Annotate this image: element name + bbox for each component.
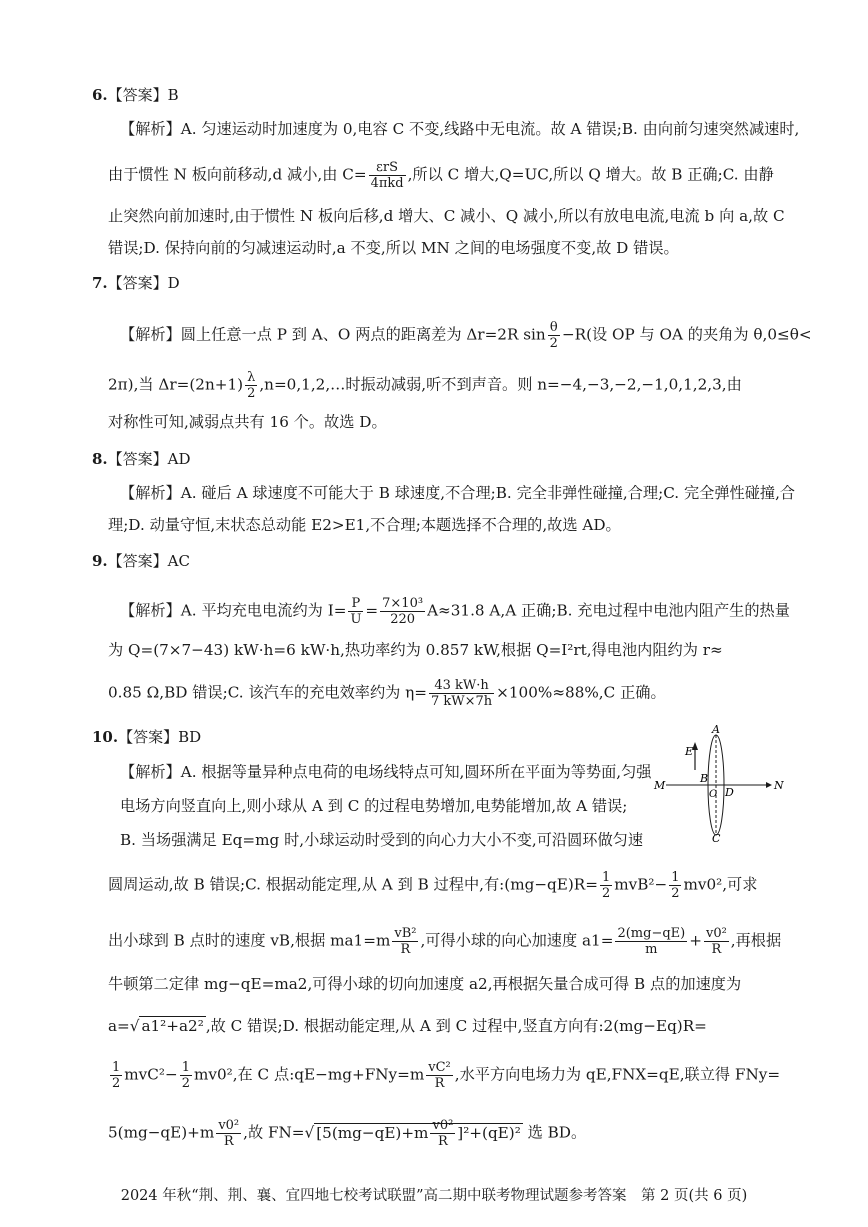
- q7-line-2: 2π),当 Δr=(2n+1) $\frac{\lambda}{2}$ ,n=0,1,2,…时振动减弱,听不到声音。则 n=−4,−3,−2,−1,0,1,2,3,由: [108, 370, 742, 401]
- q7-fraction-theta: $\frac{\theta}{2}$: [549, 320, 558, 351]
- q7-line-3: 对称性可知,减弱点共有 16 个。故选 D。: [108, 413, 387, 431]
- q9-line-3: 0.85 Ω,BD 错误;C. 该汽车的充电效率约为 η= $\frac{43 kW\cdot h}{7 kW\times 7h}$ ×100%≈88%,C 正确。: [108, 678, 666, 709]
- q7-number: 7.: [92, 274, 108, 292]
- label-o: O: [709, 789, 718, 800]
- q10-header: [92, 726, 201, 748]
- q9-header: [92, 550, 190, 572]
- label-b: B: [700, 772, 709, 785]
- q9-line-2: 为 Q=(7×7−43) kW·h=6 kW·h,热功率约为 0.857 kW,根据 Q=I²rt,得电池内阻约为 r≈: [108, 641, 723, 659]
- q8-answer: 【答案】AD: [107, 450, 191, 468]
- q10-answer: 【答案】BD: [118, 728, 202, 746]
- q8-line-2: 理;D. 动量守恒,末状态总动能 E2>E1,不合理;本题选择不合理的,故选 AD。: [108, 516, 621, 534]
- q6-line-4: 错误;D. 保持向前的匀减速运动时,a 不变,所以 MN 之间的电场强度不变,故 D 错误。: [108, 239, 679, 257]
- q9-fraction-efficiency: $\frac{43 kW\cdot h}{7 kW\times 7h}$: [430, 678, 493, 709]
- q7-fraction-lambda: $\frac{\lambda}{2}$: [247, 370, 256, 401]
- page-footer: 2024 年秋“荆、荆、襄、宜四地七校考试联盟”高二期中联考物理试题参考答案 第 2 页(共 6 页): [120, 1188, 748, 1204]
- q10-line-3: B. 当场强满足 Eq=mg 时,小球运动时受到的向心力大小不变,可沿圆环做匀速: [120, 831, 644, 849]
- label-e: E: [685, 745, 694, 758]
- q9-answer: 【答案】AC: [107, 552, 190, 570]
- q10-line-5: 出小球到 B 点时的速度 vB,根据 ma1=m $\frac{\text{vB²}}{R}$ ,可得小球的向心加速度 a1= $\frac{2(mg-qE)}{m}$ + $\frac{\text{v0²}}{R}$ ,再根据: [108, 926, 782, 957]
- q7-header: [92, 272, 180, 294]
- q8-line-1: 【解析】A. 碰后 A 球速度不可能大于 B 球速度,不合理;B. 完全非弹性碰撞,合理;C. 完全弹性碰撞,合: [120, 484, 796, 502]
- q10-number: 10.: [92, 728, 119, 746]
- q10-line-9: 5(mg−qE)+m $\frac{\text{v0²}}{R}$ ,故 FN=√ [5(mg−qE)+m $\frac{\text{v0²}}{R}$ ]²+(qE)² 选 BD。: [108, 1118, 587, 1149]
- q9-fraction-pu: $\frac{P}{U}$: [350, 596, 362, 627]
- q9-fraction-current: $\frac{\text{7×10³}}{220}$: [382, 596, 424, 627]
- label-a: A: [712, 723, 720, 736]
- label-n: N: [774, 779, 784, 792]
- q8-number: 8.: [92, 450, 108, 468]
- q10-line-1: 【解析】A. 根据等量异种点电荷的电场线特点可知,圆环所在平面为等势面,匀强: [120, 763, 652, 781]
- q9-line-1: 【解析】A. 平均充电电流约为 I= $\frac{P}{U}$ = $\frac{\text{7×10³}}{220}$ A≈31.8 A,A 正确;B. 充电过程中电池内阻产生的热量: [120, 596, 790, 627]
- mn-arrow: [766, 782, 772, 788]
- q10-line-6: 牛顿第二定律 mg−qE=ma2,可得小球的切向加速度 a2,再根据矢量合成可得 B 点的加速度为: [108, 975, 742, 993]
- q6-line-3: 止突然向前加速时,由于惯性 N 板向后移,d 增大、C 减小、Q 减小,所以有放电电流,电流 b 向 a,故 C: [108, 207, 785, 225]
- q7-answer: 【答案】D: [107, 274, 180, 292]
- label-c: C: [712, 832, 721, 842]
- q9-number: 9.: [92, 552, 108, 570]
- q6-line-2: 由于惯性 N 板向前移动,d 减小,由 C= εrS 4πkd ,所以 C 增大,Q=UC,所以 Q 增大。故 B 正确;C. 由静: [108, 160, 774, 191]
- q6-line-1: 【解析】A. 匀速运动时加速度为 0,电容 C 不变,线路中无电流。故 A 错误;B. 由向前匀速突然减速时,: [120, 120, 800, 138]
- label-m: M: [654, 779, 666, 792]
- q6-fraction-capacitance: εrS 4πkd: [370, 160, 404, 191]
- q6-number: 6.: [92, 86, 108, 104]
- q6-header: [92, 84, 179, 106]
- label-d: D: [725, 786, 734, 799]
- q10-line-4: 圆周运动,故 B 错误;C. 根据动能定理,从 A 到 B 过程中,有:(mg−qE)R= $\frac{1}{2}$ mvB²− $\frac{1}{2}$ mv0²,可求: [108, 870, 758, 901]
- ring-field-diagram: [648, 722, 788, 842]
- q7-line-1: 【解析】圆上任意一点 P 到 A、O 两点的距离差为 Δr=2R sin $\frac{\theta}{2}$ −R(设 OP 与 OA 的夹角为 θ,0≤θ<: [120, 320, 812, 351]
- q8-header: [92, 448, 191, 470]
- q10-line-7: a=√ a1²+a2² ,故 C 错误;D. 根据动能定理,从 A 到 C 过程中,竖直方向有:2(mg−Eq)R=: [108, 1017, 707, 1035]
- q10-line-8: $\frac{1}{2}$ mvC²− $\frac{1}{2}$ mv0²,在 C 点:qE−mg+FNy=m $\frac{\text{vC²}}{R}$ ,水平方向电场力为 qE,FNX=qE,联立得 FNy=: [112, 1060, 781, 1091]
- q6-answer: 【答案】B: [107, 86, 179, 104]
- q10-line-2: 电场方向竖直向上,则小球从 A 到 C 的过程电势增加,电势能增加,故 A 错误;: [120, 797, 628, 815]
